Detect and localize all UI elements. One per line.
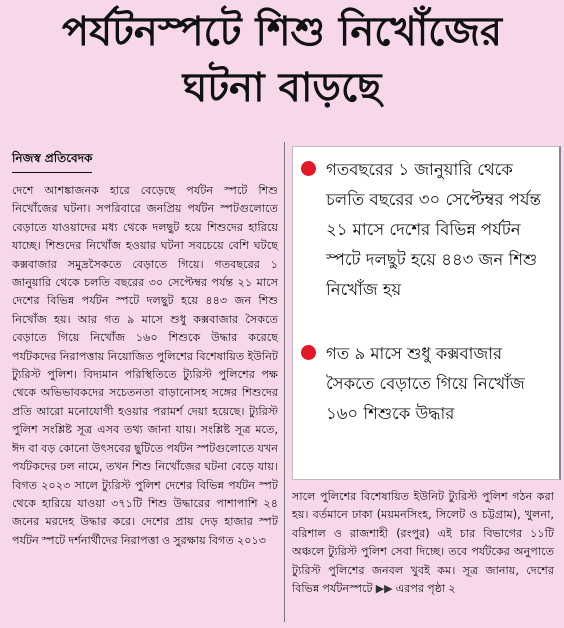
headline [0,4,564,116]
red-bullet-icon [301,345,316,360]
article-body-right [292,488,554,598]
highlight-item [301,155,554,305]
column-divider [284,142,285,622]
headline-line-1: পর্যটনস্পটে শিশু নিখোঁজের [61,9,503,55]
highlight-item [301,339,554,429]
highlight-box [292,146,561,480]
double-arrow-right-icon: ▶▶ [375,582,393,596]
article-body-left: দেশে আশঙ্কাজনক হারে বেড়েছে পর্যটন স্পটে শিশু নিখোঁজের ঘটনা। সপরিবারে জনপ্রিয় পর্যটন স্পটগুলোতে বেড়াতে যাওয়াদের মধ্য থেকে দলছুট হয়ে শিশুদের হারিয়ে যাচ্ছে। শিশুদের নিখোঁজ হওয়ার ঘটনা সবচেয়ে বেশি ঘটছে কক্সবাজার সমুদ্রসৈকতে বেড়াতে গিয়ে। গতবছরের ১ জানুয়ারি থেকে চলতি বছরের ৩০ সেপ্টেম্বর পর্যন্ত ২১ মাসে দেশের বিভিন্ন পর্যটন স্পটে দলছুট হয়ে ৪৪৩ জন শিশু নিখোঁজ হয়। আর গত ৯ মাসে শুধু কক্সবাজার সৈকতে বেড়াতে গিয়ে নিখোঁজ ১৬০ শিশুকে উদ্ধার করেছে পর্যটকদের নিরাপত্তায় নিয়োজিত পুলিশের বিশেষায়িত ইউনিট ট্যুরিস্ট পুলিশ। বিদ্যমান পরিস্থিতিতে ট্যুরিস্ট পুলিশের পক্ষ থেকে অভিভাবকদের সচেতনতা বাড়ানোসহ সঙ্গের শিশুদের প্রতি আরো মনোযোগী হওয়ার পরামর্শ দেয়া হয়েছে। ট্যুরিস্ট পুলিশ সংশ্লিষ্ট সূত্র এসব তথ্য জানা যায়। সংশ্লিষ্ট সূত্র মতে, ঈদ বা বড় কোনো উৎসবের ছুটিতে পর্যটন স্পটগুলোতে যখন পর্যটকদের ঢল নামে, তখন শিশু নিখোঁজের ঘটনা বেড়ে যায়। বিগত ২০২৩ সালে ট্যুরিস্ট পুলিশ দেশের বিভিন্ন পর্যটন স্পট থেকে হারিয়ে যাওয়া ৩৭১টি শিশু উদ্ধারের পাশাপাশি ২৪ জনের মরদেহ উদ্ধার করে। দেশের প্রায় দেড় হাজার স্পট পর্যটন স্পটে দর্শনার্থীদের নিরাপত্তা ও সুরক্ষায় বিগত ২০১৩ [12,184,278,547]
highlight-text: গতবছরের ১ জানুয়ারি থেকে চলতি বছরের ৩০ সেপ্টেম্বর পর্যন্ত ২১ মাসে দেশের বিভিন্ন পর্যটন স্পটে দলছুট হয়ে ৪৪৩ জন শিশু নিখোঁজ হয় [326,160,541,299]
headline-line-2: ঘটনা বাড়ছে [182,65,382,111]
highlight-text: গত ৯ মাসে শুধু কক্সবাজার সৈকতে বেড়াতে গিয়ে নিখোঁজ ১৬০ শিশুকে উদ্ধার [326,344,525,423]
byline: নিজস্ব প্রতিবেদক [12,150,92,173]
article-body-right-text: সালে পুলিশের বিশেষায়িত ইউনিট ট্যুরিস্ট পুলিশ গঠন করা হয়। বর্তমানে ঢাকা (ময়মনসিংহ, সিলেট ও চট্টগ্রাম), খুলনা, বরিশাল ও রাজশাহী (রংপুর) এই চার বিভাগের ১১টি অঞ্চলে ট্যুরিস্ট পুলিশ সেবা দিচ্ছে। তবে পর্যটকের অনুপাতে ট্যুরিস্ট পুলিশের জনবল খুবই কম। সূত্র জানায়, দেশের বিভিন্ন পর্যটনস্পটে [292,490,554,596]
red-bullet-icon [301,161,316,176]
continuation-note[interactable]: এরপর পৃষ্ঠা ২ [395,582,456,596]
